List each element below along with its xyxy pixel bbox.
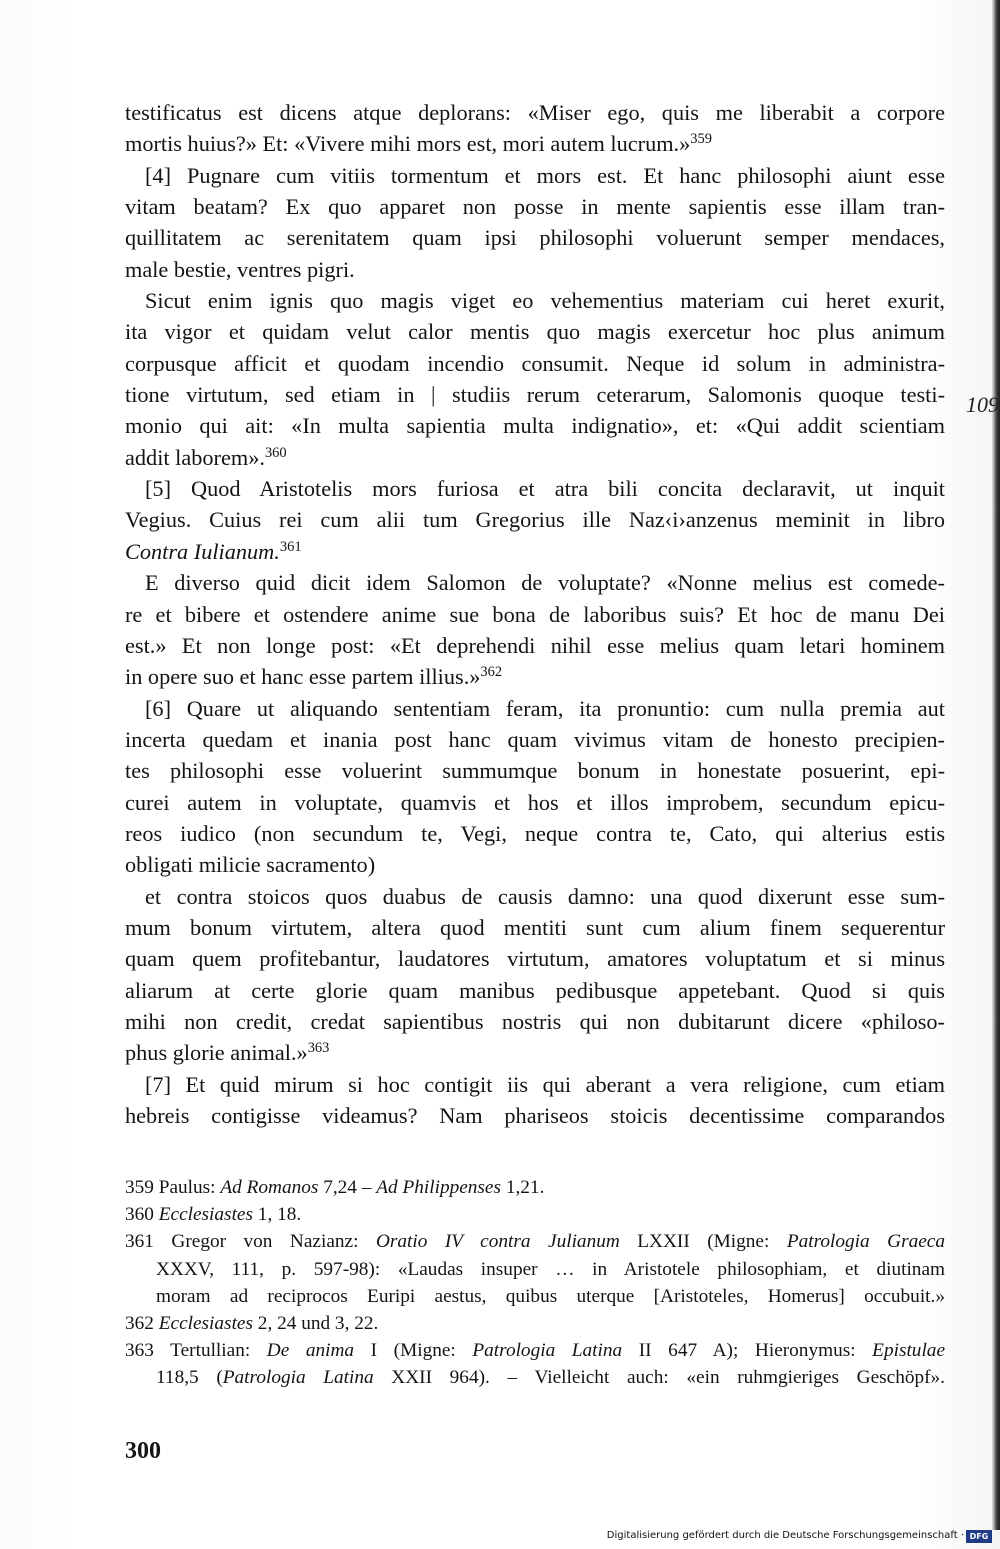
text-line: hebreis contigisse videamus? Nam phariseos stoicis decentissime comparandos bbox=[125, 1103, 945, 1128]
text-line: [4] Pugnare cum vitiis tormentum et mors est. Et hanc philosophi aiunt esse bbox=[145, 162, 945, 188]
text-line: re et bibere et ostendere anime sue bona de laboribus suis? Et hoc de manu Dei bbox=[125, 601, 945, 627]
text-line: reos iudico (non secundum te, Vegi, neque contra te, Cato, qui alterius estis bbox=[125, 820, 945, 846]
text-line: quillitatem ac serenitatem quam ipsi philosophi voluerunt semper mendaces, bbox=[125, 225, 945, 251]
text-line: ita vigor et quidam velut calor mentis quo magis exercetur hoc plus animum bbox=[125, 319, 945, 345]
text-line: Sicut enim ignis quo magis viget eo vehementius materiam cui heret exurit, bbox=[145, 288, 945, 314]
footnote-ref: 361 bbox=[279, 538, 302, 555]
footnote-360: 360 Ecclesiastes 1, 18. bbox=[125, 1204, 302, 1226]
text-line: curei autem in voluptate, quamvis et hos et illos improbem, secundum epicu- bbox=[125, 789, 945, 815]
text-line: et contra stoicos quos duabus de causis damno: una quod dixerunt esse sum- bbox=[145, 883, 945, 909]
digitization-credit: Digitalisierung gefördert durch die Deutsche Forschungsgemeinschaft · bbox=[606, 1530, 964, 1541]
text-line: mum bonum virtutem, altera quod mentiti sunt cum alium finem sequerentur bbox=[125, 914, 945, 940]
text-line: monio qui ait: «In multa sapientia multa indignatio», et: «Qui addit scientiam bbox=[125, 413, 945, 439]
text-line: E diverso quid dicit idem Salomon de voluptate? «Nonne melius est comede- bbox=[145, 570, 945, 596]
page-number: 300 bbox=[125, 1438, 161, 1464]
text-line: tione virtutum, sed etiam in | studiis rerum ceterarum, Salomonis quoque testi- bbox=[125, 382, 945, 408]
footnote-ref: 359 bbox=[690, 131, 713, 148]
text-line: Vegius. Cuius rei cum alii tum Gregorius ille Naz‹i›anzenus meminit in libro bbox=[125, 507, 945, 533]
text-line: [7] Et quid mirum si hoc contigit iis qui aberant a vera religione, cum etiam bbox=[145, 1071, 945, 1097]
footnote-ref: 363 bbox=[307, 1040, 330, 1057]
footnote-ref: 362 bbox=[480, 664, 503, 681]
text-line: in opere suo et hanc esse partem illius.»$^{362}$ bbox=[125, 664, 503, 690]
text-line: phus glorie animal.»$^{363}$ bbox=[125, 1040, 330, 1066]
text-line: aliarum at certe glorie quam manibus pedibusque appetebant. Quod si quis bbox=[125, 977, 945, 1003]
footnotes bbox=[125, 1174, 945, 1392]
text-line: [6] Quare ut aliquando sententiam feram, ita pronuntio: cum nulla premia aut bbox=[145, 695, 945, 721]
footnote-362: 362 Ecclesiastes 2, 24 und 3, 22. bbox=[125, 1313, 379, 1335]
text-line: obligati milicie sacramento) bbox=[125, 852, 376, 878]
footnote-361: 361 Gregor von Nazianz: Oratio IV contra Julianum LXXII (Migne: Patrologia Graeca bbox=[125, 1231, 945, 1253]
main-text bbox=[125, 97, 945, 1131]
text-line: corpusque afficit et quodam incendio consumit. Neque id solum in administra- bbox=[125, 350, 945, 376]
footnote-361-line2: XXXV, 111, p. 597-98): «Laudas insuper … in Aristotele philosophiam, et diutinam bbox=[156, 1258, 945, 1280]
text-line: est.» Et non longe post: «Et deprehendi nihil esse melius quam letari hominem bbox=[125, 632, 945, 658]
footnote-363: 363 Tertullian: De anima I (Migne: Patrologia Latina II 647 A); Hieronymus: Epistulae bbox=[125, 1340, 946, 1362]
dfg-logo: DFG bbox=[966, 1530, 992, 1543]
text-line: Contra Iulianum.$^{361}$ bbox=[125, 538, 302, 564]
text-line: vitam beatam? Ex quo apparet non posse in mente sapientis esse illam tran- bbox=[125, 194, 945, 220]
text-line: tes philosophi esse voluerint summumque bonum in honestate posuerint, epi- bbox=[125, 758, 945, 784]
text-line: mihi non credit, credat sapientibus nostris qui non dubitarunt dicere «philoso- bbox=[125, 1008, 945, 1034]
text-line: [5] Quod Aristotelis mors furiosa et atra bili concita declaravit, ut inquit bbox=[145, 476, 945, 502]
footnote-363-line2: 118,5 (Patrologia Latina XXII 964). – Vielleicht auch: «ein ruhmgieriges Geschöpf». bbox=[156, 1367, 945, 1389]
margin-page-reference: 109 bbox=[966, 392, 999, 417]
text-line: addit laborem».$^{360}$ bbox=[125, 444, 287, 470]
text-line: testificatus est dicens atque deplorans: «Miser ego, quis me liberabit a corpore bbox=[125, 100, 945, 125]
footnote-361-line3: moram ad reciprocos Euripi aestus, quibus uterque [Aristoteles, Homerus] occubuit.» bbox=[156, 1285, 945, 1307]
footnote-ref: 360 bbox=[264, 444, 287, 461]
text-line: incerta quedam et inania post hanc quam vivimus vitam de honesto precipien- bbox=[125, 726, 945, 752]
footnote-359: 359 Paulus: Ad Romanos 7,24 – Ad Philippenses 1,21. bbox=[125, 1177, 545, 1198]
text-line: mortis huius?» Et: «Vivere mihi mors est, mori autem lucrum.»$^{359}$ bbox=[125, 131, 713, 157]
text-line: quam quem profitebantur, laudatores virtutum, amatores voluptatum et si minus bbox=[125, 946, 945, 972]
book-spine-edge bbox=[992, 0, 1000, 1530]
text-line: male bestie, ventres pigri. bbox=[125, 256, 355, 282]
